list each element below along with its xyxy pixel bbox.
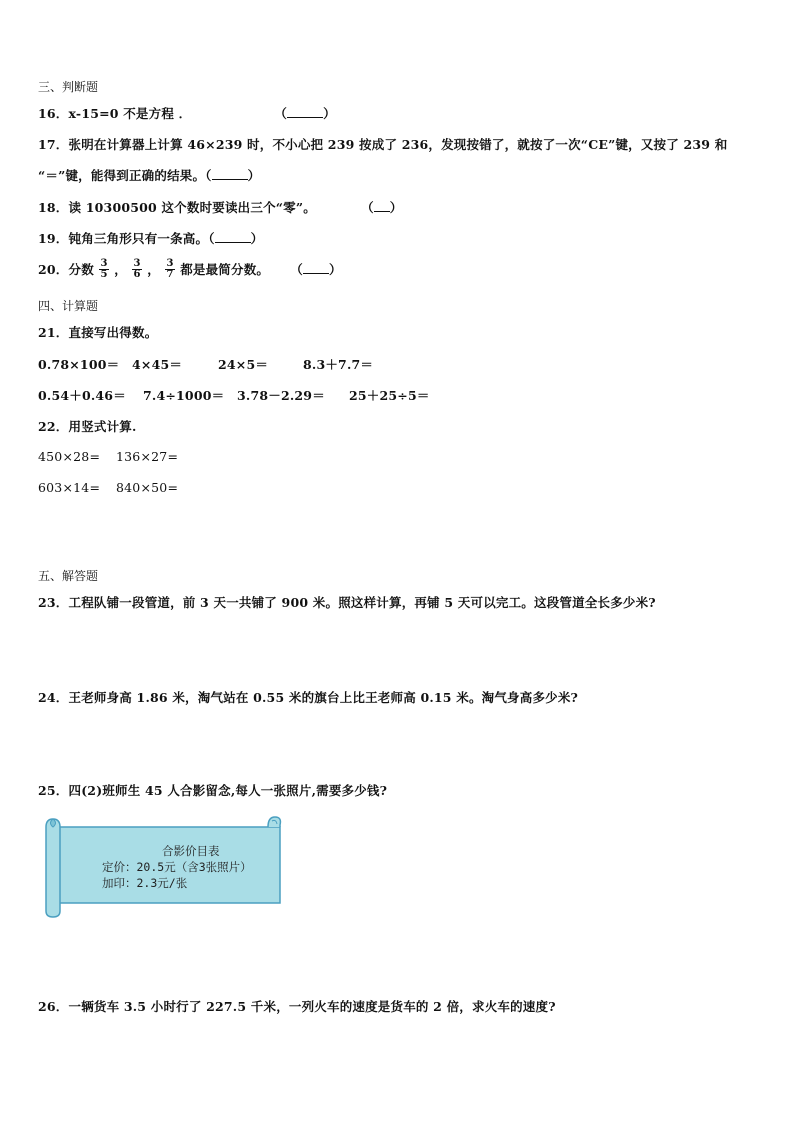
answer-paren-open: （ <box>361 200 374 215</box>
question-17-line-1: 17．张明在计算器上计算 46×239 时，不小心把 239 按成了 236，发现按错了，就按了一次“CE”键，又按了 239 和 <box>38 137 728 152</box>
price-list-scroll <box>44 813 282 919</box>
answer-blank[interactable] <box>215 231 251 243</box>
fraction-3-5: $\frac{3}{5}$ <box>100 258 108 280</box>
answer-paren-open: （ <box>274 106 288 121</box>
vertical-calc-item: 840×50= <box>116 480 179 495</box>
answer-blank[interactable] <box>212 168 248 180</box>
question-19 <box>38 229 263 247</box>
answer-blank[interactable] <box>303 262 329 274</box>
calc-item: 0.78×100＝ <box>38 357 120 372</box>
fraction-3-7: $\frac{3}{7}$ <box>166 258 174 280</box>
section-title-calculation: 四、计算题 <box>38 299 99 313</box>
question-17-line-2 <box>38 166 260 184</box>
price-list-line-1: 定价：20.5元（含3张照片） <box>102 860 252 874</box>
question-25: 25．四(2)班师生 45 人合影留念,每人一张照片,需要多少钱? <box>38 783 388 798</box>
vertical-calc-item: 136×27= <box>116 449 179 464</box>
section-title-judgment: 三、判断题 <box>38 80 99 94</box>
price-list-line-2: 加印：2.3元/张 <box>102 876 188 890</box>
scroll-right-curl <box>268 817 280 827</box>
vertical-calc-item: 450×28= <box>38 449 101 464</box>
calc-item: 24×5＝ <box>218 357 269 372</box>
question-20-prefix: 20．分数 <box>38 262 94 277</box>
answer-paren-close: ） <box>247 168 261 183</box>
calc-item: 7.4÷1000＝ <box>143 388 225 403</box>
question-18 <box>38 198 403 216</box>
answer-paren-close: ） <box>250 231 264 246</box>
question-23: 23．工程队铺一段管道，前 3 天一共铺了 900 米。照这样计算，再铺 5 天可以完工。这段管道全长多少米? <box>38 595 656 610</box>
answer-paren-close: ） <box>328 262 342 277</box>
question-20 <box>38 260 342 281</box>
answer-blank[interactable] <box>374 200 390 212</box>
question-16 <box>38 104 336 122</box>
separator: ， <box>147 262 160 277</box>
question-20-suffix: 都是最简分数。 <box>180 262 270 277</box>
fraction-3-6: $\frac{3}{6}$ <box>133 258 141 280</box>
calc-item: 25＋25÷5＝ <box>349 388 430 403</box>
question-26: 26．一辆货车 3.5 小时行了 227.5 千米，一列火车的速度是货车的 2 倍，求火车的速度? <box>38 999 556 1014</box>
answer-paren-close: ） <box>323 106 336 121</box>
question-16-text: 16．x-15=0 不是方程 ． <box>38 106 192 121</box>
calc-item: 8.3＋7.7＝ <box>303 357 374 372</box>
calc-item: 0.54＋0.46＝ <box>38 388 126 403</box>
price-list-title: 合影价目表 <box>162 844 220 858</box>
question-22-title: 22．用竖式计算. <box>38 419 137 434</box>
vertical-calc-item: 603×14= <box>38 480 101 495</box>
scroll-left-roll <box>46 819 60 917</box>
scroll-left-curl <box>51 819 56 827</box>
question-19-text: 19．钝角三角形只有一条高。（ <box>38 231 215 246</box>
calc-item: 3.78－2.29＝ <box>237 388 325 403</box>
question-24: 24．王老师身高 1.86 米，淘气站在 0.55 米的旗台上比王老师高 0.15 米。淘气身高多少米? <box>38 690 579 705</box>
question-21-title: 21．直接写出得数。 <box>38 325 158 340</box>
calc-item: 4×45＝ <box>132 357 183 372</box>
question-18-text: 18．读 10300500 这个数时要读出三个“零”。 <box>38 200 316 215</box>
answer-blank[interactable] <box>287 106 323 118</box>
answer-paren-close: ） <box>389 200 403 215</box>
separator: ， <box>114 262 127 277</box>
section-title-word-problems: 五、解答题 <box>38 569 99 583</box>
answer-paren-open: （ <box>290 262 303 277</box>
question-17-text: “＝”键，能得到正确的结果。（ <box>38 168 212 183</box>
